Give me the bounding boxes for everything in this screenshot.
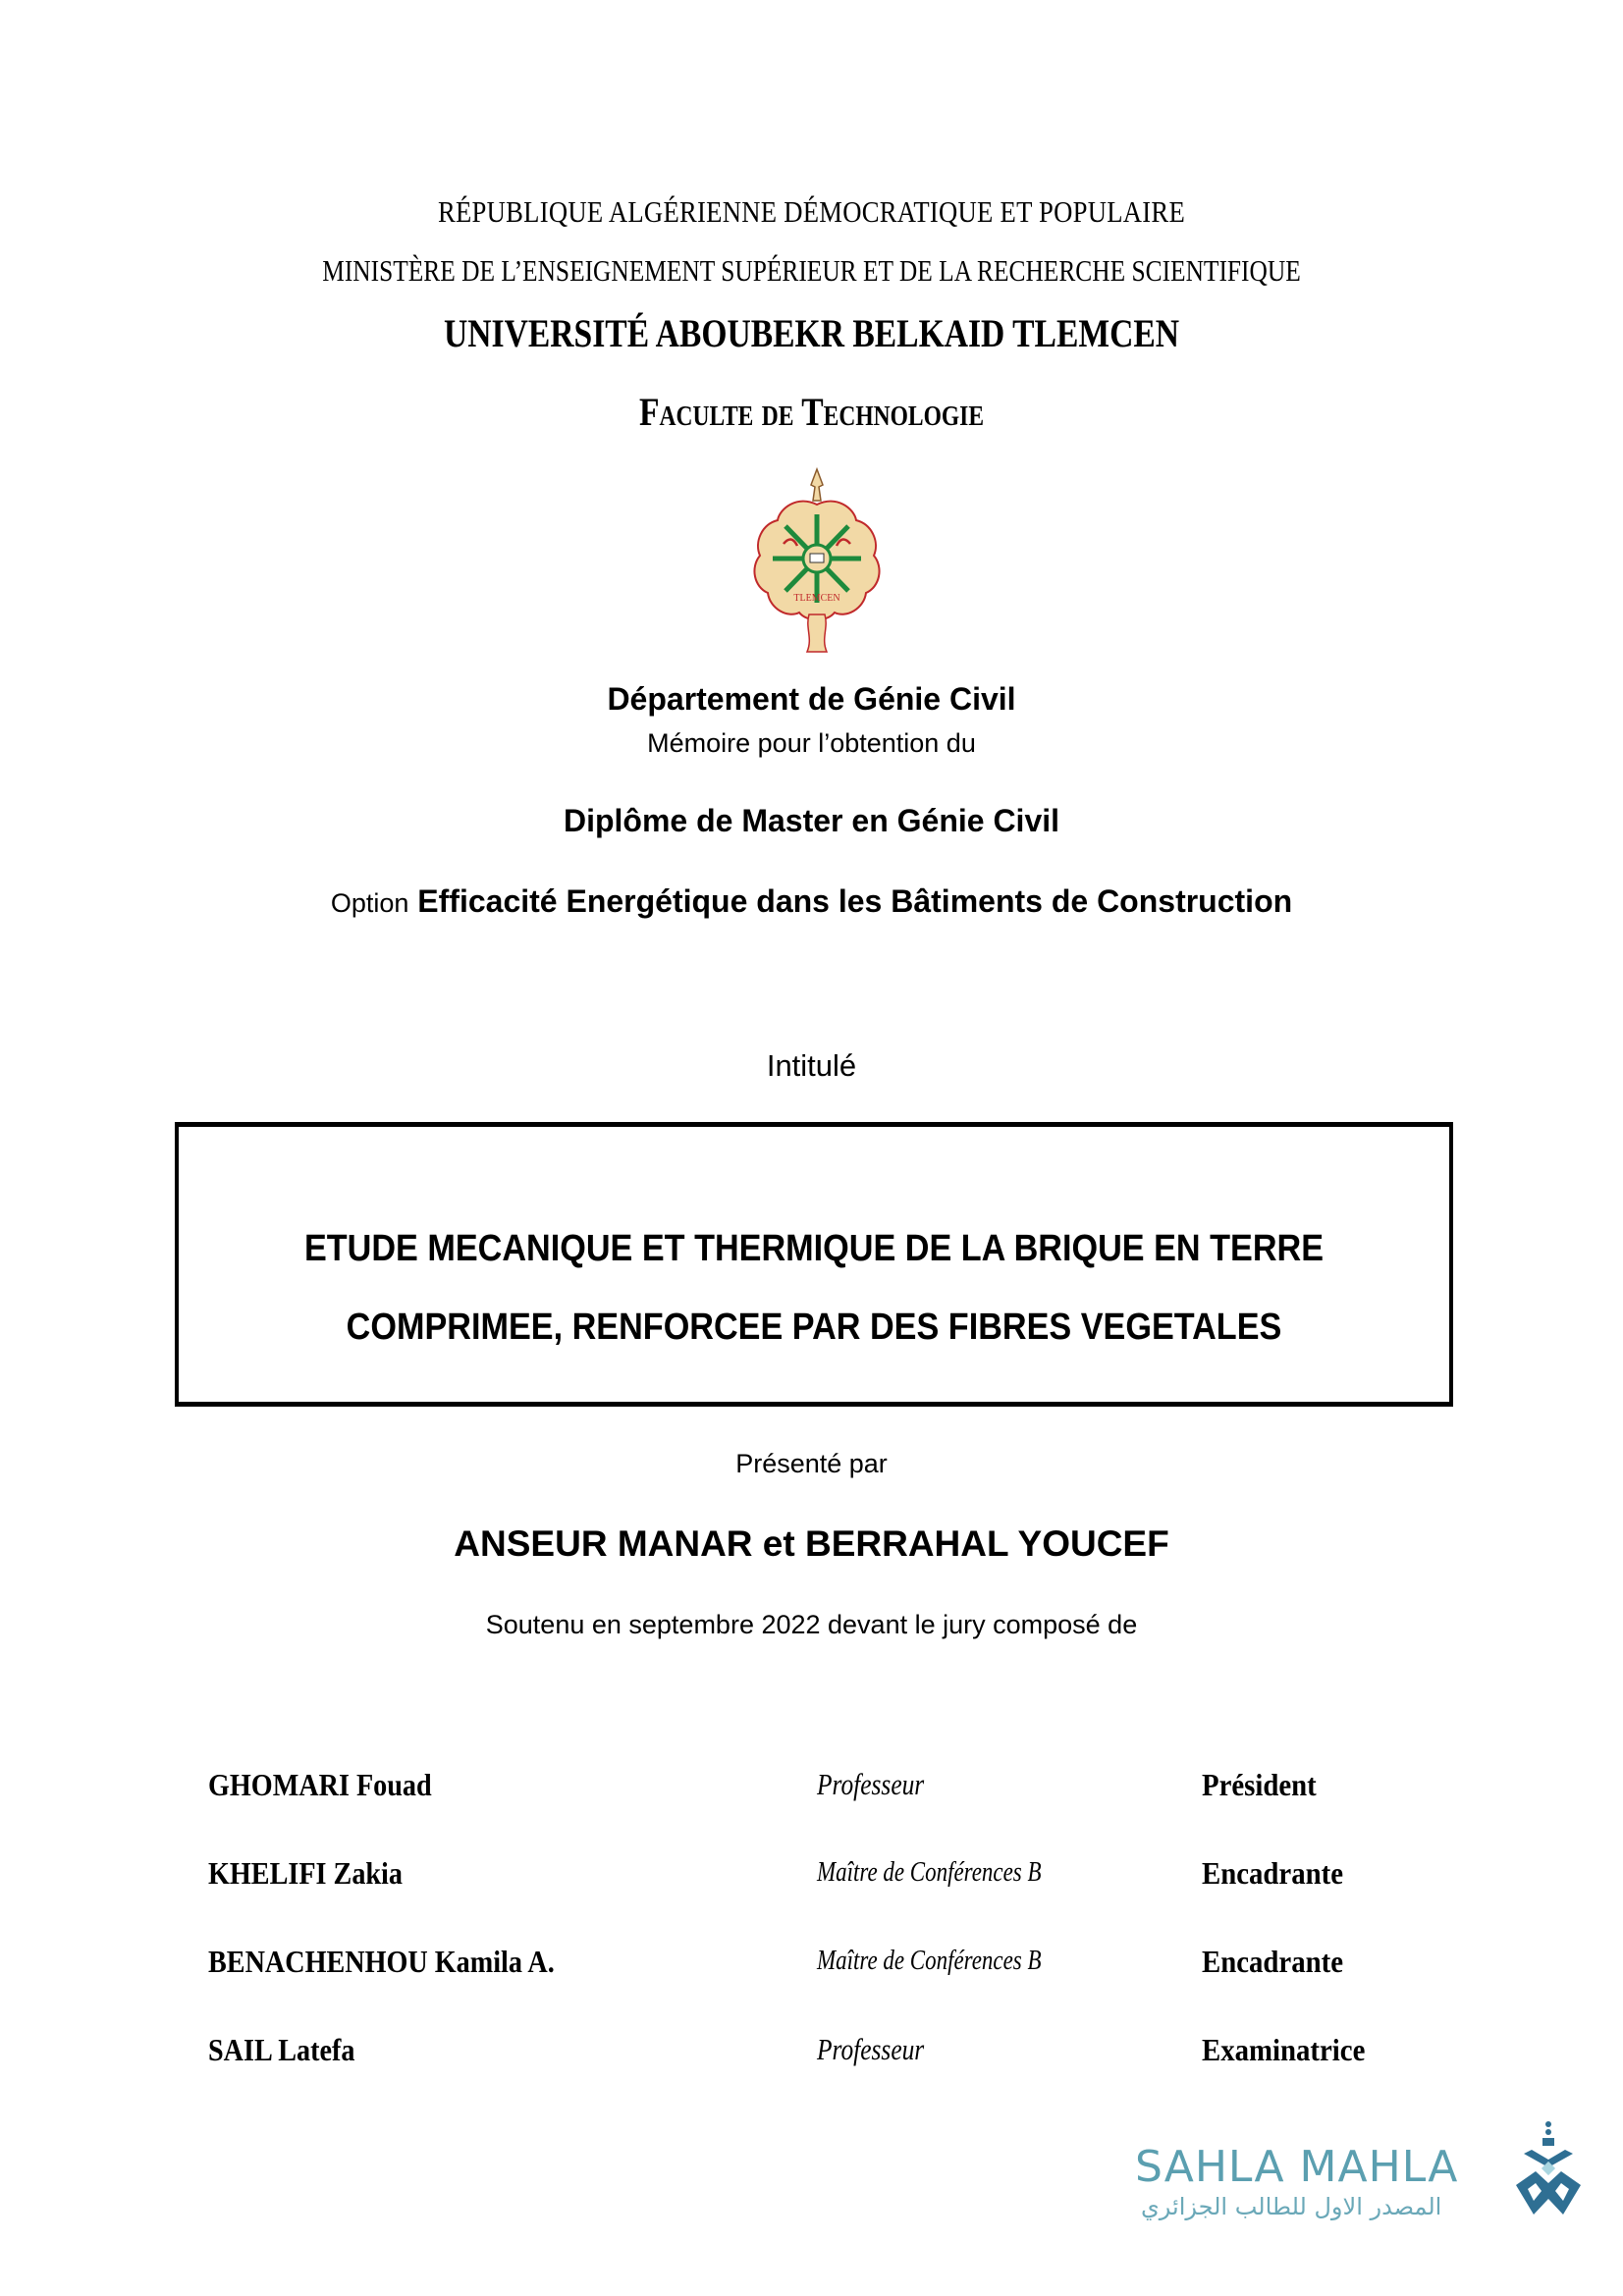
jury-grade: Maître de Conférences B	[817, 1857, 1042, 1888]
jury-name: BENACHENHOU Kamila A.	[208, 1944, 555, 1979]
thesis-title-line1: ETUDE MECANIQUE ET THERMIQUE DE LA BRIQUE EN TERRE	[303, 1228, 1325, 1269]
faculty-name: Faculte de Technologie	[638, 390, 985, 434]
defense-line: Soutenu en septembre 2022 devant le jury composé de	[485, 1610, 1138, 1639]
jury-role: Président	[1202, 1767, 1317, 1802]
svg-text:TLEMCEN: TLEMCEN	[793, 593, 840, 604]
jury-name: KHELIFI Zakia	[208, 1855, 403, 1891]
jury-grade: Professeur	[817, 2032, 925, 2066]
thesis-title	[243, 1209, 1386, 1366]
sahla-mahla-logo-icon	[1514, 2120, 1583, 2218]
presented-by-label: Présenté par	[735, 1449, 888, 1478]
jury-role: Encadrante	[1202, 1944, 1343, 1979]
jury-row	[208, 1767, 1426, 1855]
jury-row	[208, 1855, 1426, 1944]
option-value: Efficacité Energétique dans les Bâtiments de Construction	[417, 883, 1293, 919]
sahla-mahla-watermark	[1129, 2120, 1591, 2228]
jury-name: GHOMARI Fouad	[208, 1767, 432, 1802]
republic-header: RÉPUBLIQUE ALGÉRIENNE DÉMOCRATIQUE ET POPULAIRE	[437, 194, 1186, 229]
intitule-label: Intitulé	[766, 1048, 857, 1083]
memoir-line: Mémoire pour l’obtention du	[647, 728, 976, 758]
authors: ANSEUR MANAR et BERRAHAL YOUCEF	[454, 1523, 1169, 1564]
watermark-text: SAHLA MAHLA	[1135, 2142, 1459, 2192]
ministry-header: MINISTÈRE DE L’ENSEIGNEMENT SUPÉRIEUR ET DE LA RECHERCHE SCIENTIFIQUE	[322, 253, 1301, 288]
jury-row	[208, 2032, 1426, 2120]
diploma-name: Diplôme de Master en Génie Civil	[563, 803, 1060, 838]
university-crest-icon	[748, 465, 886, 658]
option-label: Option	[330, 888, 409, 918]
jury-grade: Maître de Conférences B	[817, 1946, 1042, 1976]
watermark-subtitle: المصدر الاول للطالب الجزائري	[1141, 2193, 1442, 2220]
jury-name: SAIL Latefa	[208, 2032, 355, 2067]
jury-grade: Professeur	[817, 1767, 925, 1801]
option-line	[0, 883, 1623, 920]
university-name: UNIVERSITÉ ABOUBEKR BELKAID TLEMCEN	[443, 311, 1180, 355]
jury-role: Examinatrice	[1202, 2032, 1366, 2067]
jury-role: Encadrante	[1202, 1855, 1343, 1891]
jury-table	[208, 1767, 1426, 2120]
jury-row	[208, 1944, 1426, 2032]
thesis-title-line2: COMPRIMEE, RENFORCEE PAR DES FIBRES VEGETALES	[346, 1307, 1282, 1348]
department-name: Département de Génie Civil	[607, 681, 1016, 717]
thesis-title-box	[175, 1122, 1453, 1407]
